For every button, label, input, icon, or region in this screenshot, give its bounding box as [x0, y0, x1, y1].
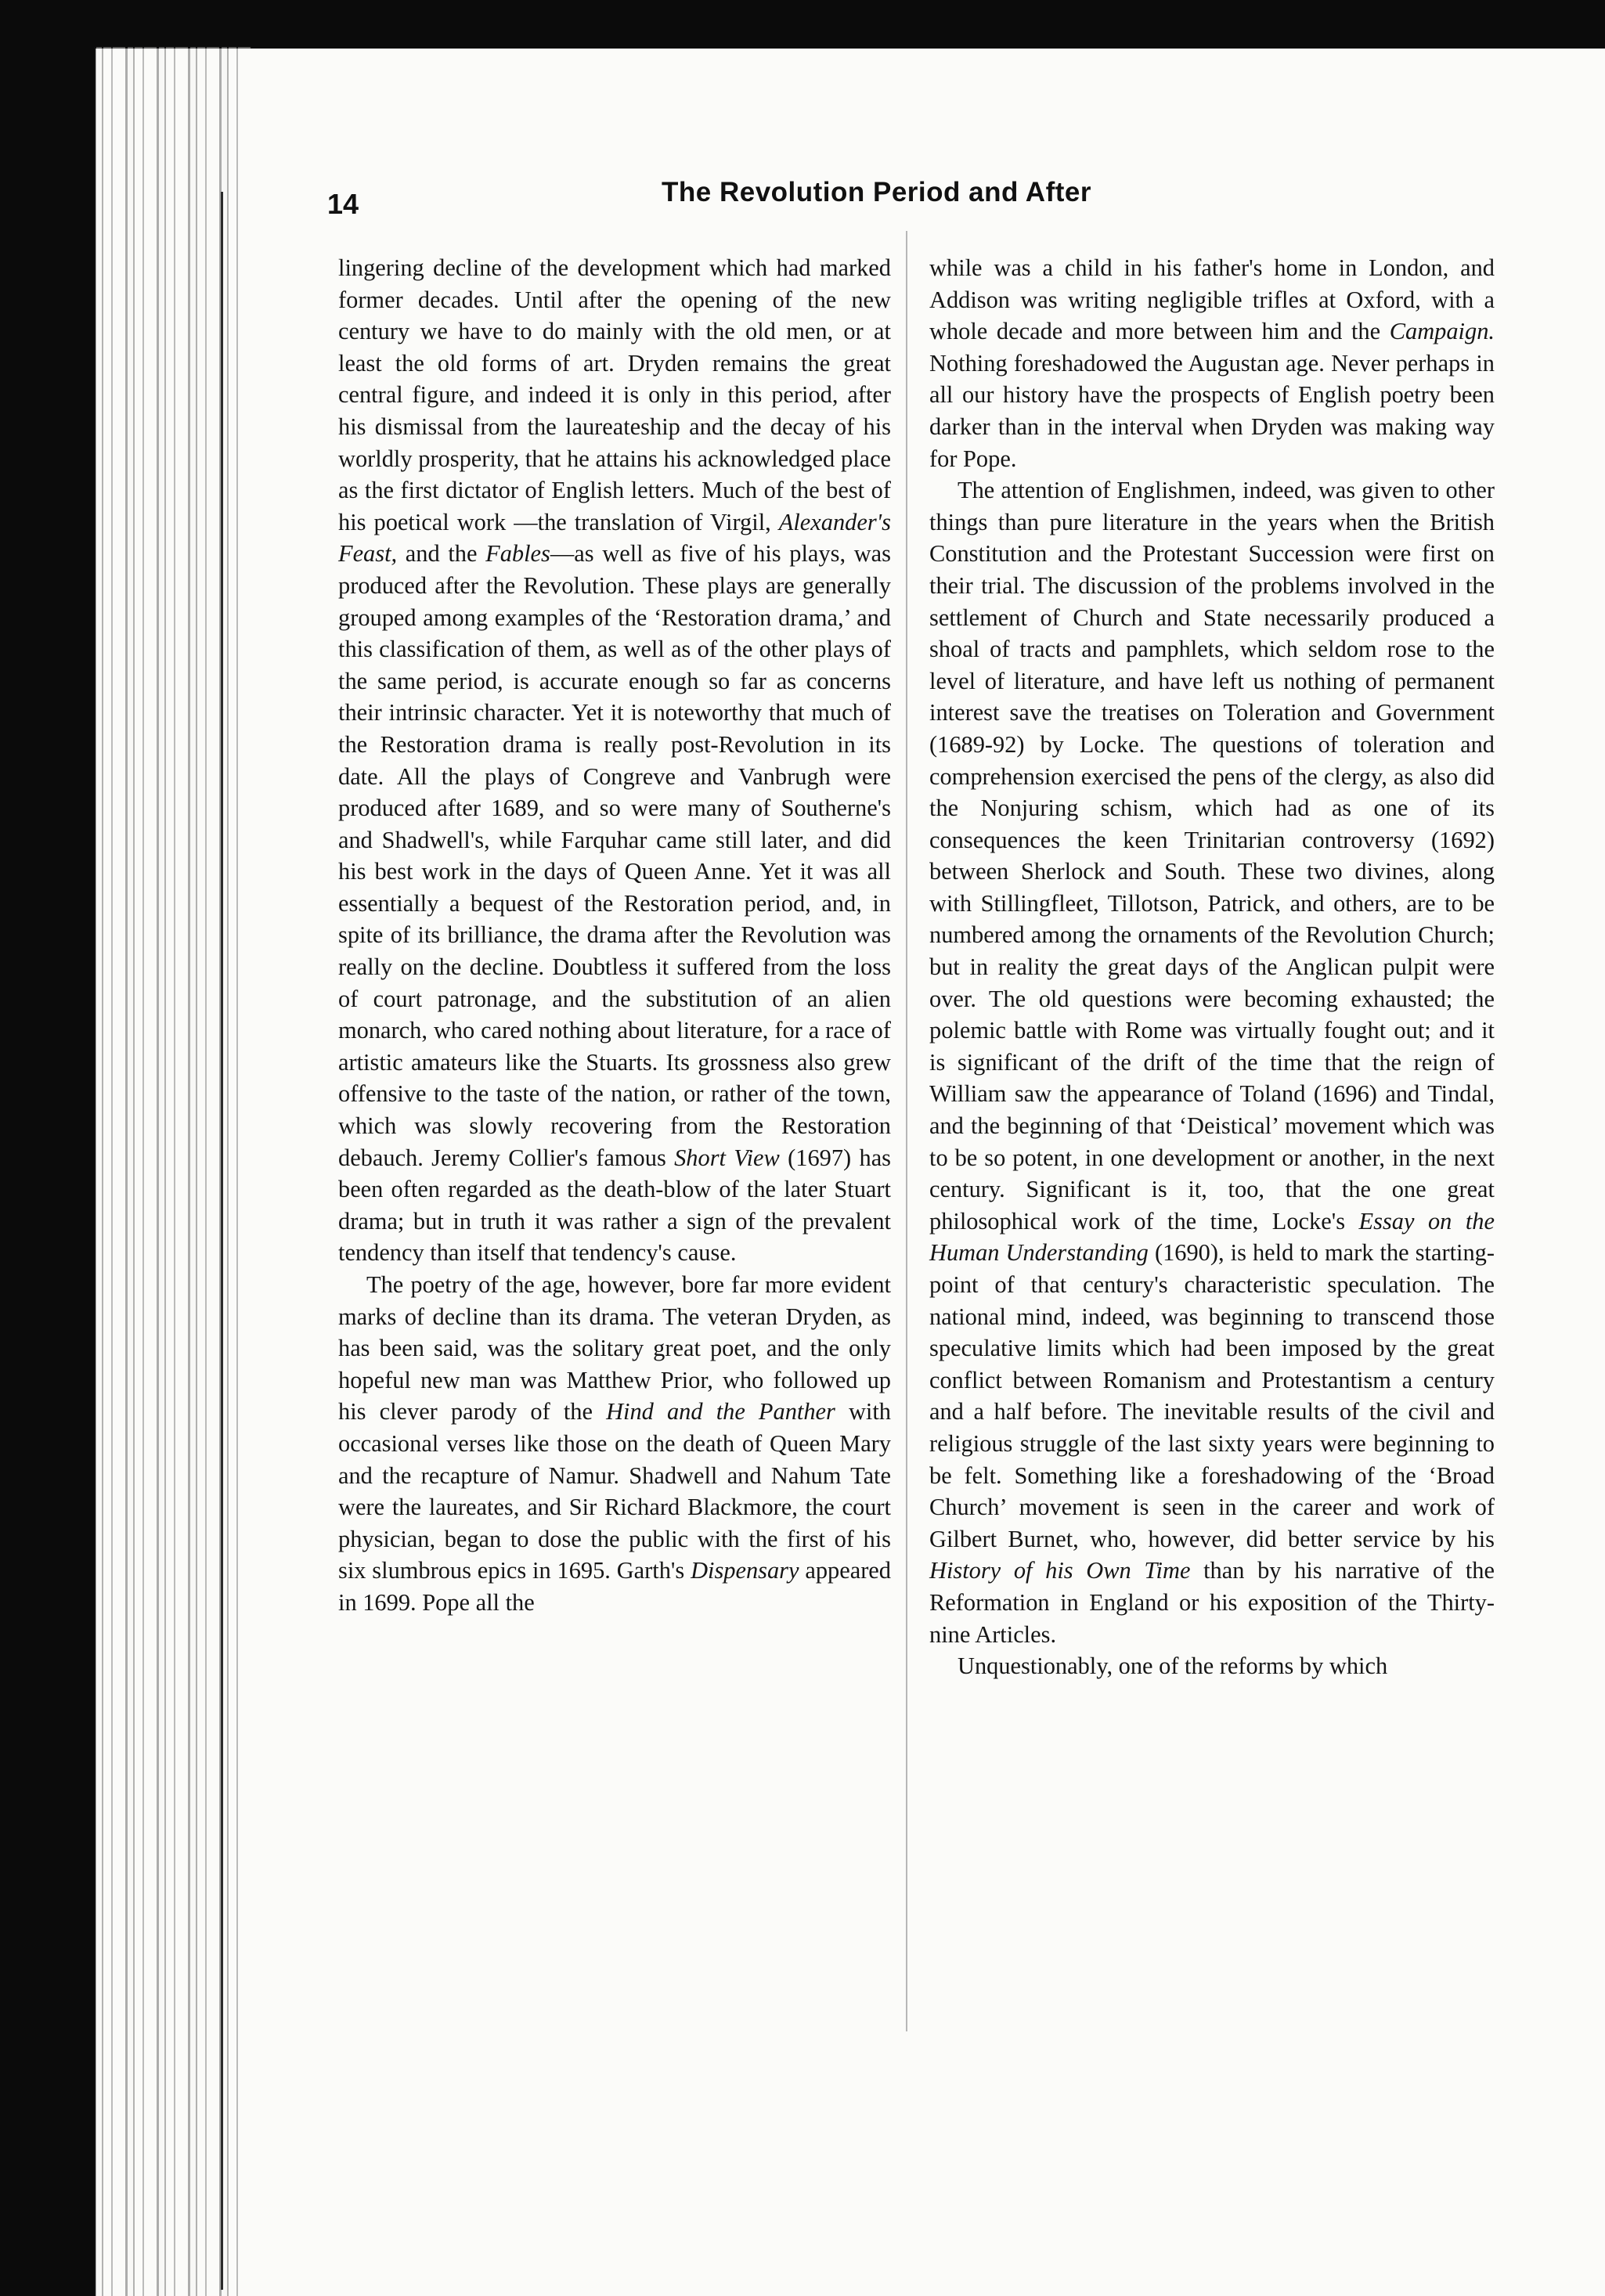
paragraph: while was a child in his father's home in London, and Addison was writing negligible trifles at Oxford, with a whole decade and more between him and the Campaign. Nothing foreshadowed the Augustan age. Never perhaps in all our history have the prospects of English poetry been darker than in the interval when Dryden was making way for Pope.	[929, 254, 1495, 472]
paragraph: The attention of Englishmen, indeed, was given to other things than pure literature in the years when the British Constitution and the Protestant Succession were first on their trial. The discussion of the problems involved in the settlement of Church and State necessarily produced a shoal of tracts and pamphlets, which seldom rose to the level of literature, and have left us nothing of permanent interest save the treatises on Toleration and Government (1689-92) by Locke. The questions of toleration and comprehension exercised the pens of the clergy, as also did the Nonjuring schism, which had as one of its consequences the keen Trinitarian controversy (1692) between Sherlock and South. These two divines, along with Stillingfleet, Tillotson, Patrick, and others, are to be numbered among the ornaments of the Revolution Church; but in reality the great days of the Anglican pulpit were over. The old questions were becoming exhausted; the polemic battle with Rome was virtually fought out; and it is significant of the drift of the time that the reign of William saw the appearance of Toland (1696) and Tindal, and the beginning of that ‘Deistical’ movement which was to be so potent, in one development or another, in the next century. Significant is it, too, that the one great philosophical work of the time, Locke's Essay on the Human Understanding (1690), is held to mark the starting-point of that century's characteristic speculation. The national mind, indeed, was beginning to transcend those speculative limits which had been imposed by the great conflict between Romanism and Protestantism a century and a half before. The inevitable results of the civil and religious struggle of the last sixty years were beginning to be felt. Something like a foreshadowing of the ‘Broad Church’ movement is seen in the career and work of Gilbert Burnet, who, however, did better service by his History of his Own Time than by his narrative of the Reformation in England or his exposition of the Thirty-nine Articles.	[929, 477, 1495, 1648]
page-binding-edge	[94, 47, 251, 2296]
right-column	[929, 252, 1495, 1682]
column-divider	[906, 231, 907, 2031]
page-number: 14	[327, 188, 359, 220]
page-border-line	[221, 192, 223, 2290]
paragraph: Unquestionably, one of the reforms by which	[958, 1653, 1388, 1680]
paragraph: The poetry of the age, however, bore far more evident marks of decline than its drama. The veteran Dryden, as has been said, was the solitary great poet, and the only hopeful new man was Matthew Prior, who followed up his clever parody of the Hind and the Panther with occasional verses like those on the death of Queen Mary and the recapture of Namur. Shadwell and Nahum Tate were the laureates, and Sir Richard Blackmore, the court physician, began to dose the public with the first of his six slumbrous epics in 1695. Garth's Dispensary appeared in 1699. Pope all the	[338, 1271, 891, 1616]
running-title: The Revolution Period and After	[662, 177, 1091, 207]
left-column	[338, 252, 891, 1619]
paragraph: lingering decline of the development which had marked former decades. Until after the opening of the new century we have to do mainly with the old men, or at least the old forms of art. Dryden remains the great central figure, and indeed it is only in this period, after his dismissal from the laureateship and the decay of his worldly prosperity, that he attains his acknowledged place as the first dictator of English letters. Much of the best of his poetical work —the translation of Virgil, Alexander's Feast, and the Fables—as well as five of his plays, was produced after the Revolution. These plays are generally grouped among examples of the ‘Restoration drama,’ and this classification of them, as well as of the other plays of the same period, is accurate enough so far as concerns their intrinsic character. Yet it is noteworthy that much of the Restoration drama is really post-Revolution in its date. All the plays of Congreve and Vanbrugh were produced after 1689, and so were many of Southerne's and Shadwell's, while Farquhar came still later, and did his best work in the days of Queen Anne. Yet it was all essentially a bequest of the Restoration period, and, in spite of its brilliance, the drama after the Revolution was really on the decline. Doubtless it suffered from the loss of court patronage, and the substitution of an alien monarch, who cared nothing about literature, for a race of artistic amateurs like the Stuarts. Its grossness also grew offensive to the taste of the nation, or rather of the town, which was slowly recovering from the Restoration debauch. Jeremy Collier's famous Short View (1697) has been often regarded as the death-blow of the later Stuart drama; but in truth it was rather a sign of the prevalent tendency than itself that tendency's cause.	[338, 254, 892, 1267]
